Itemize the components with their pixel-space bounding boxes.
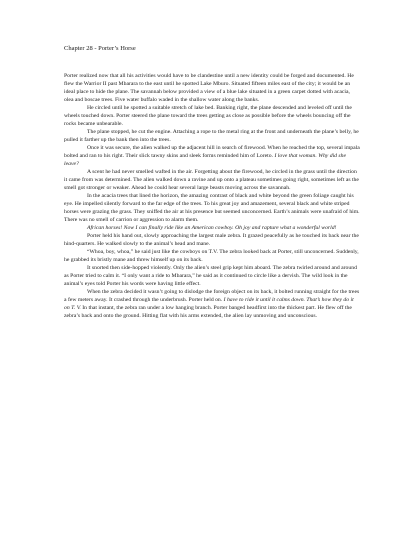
paragraph <box>64 232 360 248</box>
paragraph <box>64 104 360 128</box>
paragraph-text: Porter realized now that all his activities would have to be clandestine until a new identity could be forged and documented. He flew the Warrior II past Mbarara to the east until he spotted Lake Mburo. Situated fifteen miles east of the city; it would be an ideal place to hide the plane. The savannah below provided a view of a blue lake situated in a green carpet dotted with acacia, olea and boscae trees. Five water buffalo waded in the shallow water along the banks. <box>64 73 354 103</box>
paragraph <box>64 144 360 168</box>
paragraph-text: When the zebra decided it wasn’t going to dislodge the foreign object on its back, it bolted running straight for the trees a few meters away. It crashed through the underbrush. Porter held on. <box>64 289 360 303</box>
paragraph-text: “Whoa, boy, whoa,” he said just like the cowboys on T.V. The zebra looked back at Porter, still unconcerned. Suddenly, he grabbed its bristly mane and threw himself up on its back. <box>64 249 359 263</box>
chapter-heading: Chapter 28 - Porter’s Horse <box>64 45 136 52</box>
paragraph-text: The plane stopped, he cut the engine. Attaching a rope to the metal ring at the front and underneath the plane’s belly, he pulled it farther up the bank then into the trees. <box>64 129 359 143</box>
paragraph-text: A scent he had never smelled wafted in the air. Forgetting about the firewood, he circled in the grass until the direction it came from was determined. The alien walked down a ravine and up onto a plateau sometimes going right, sometimes left as the smell got stronger or weaker. Ahead he could hear several large beasts moving across the savannah. <box>64 169 359 191</box>
paragraph-text: It snorted then side-hopped violently. Only the alien’s steel grip kept him aboard. The zebra twirled around and around as Porter tried to calm it. “I only want a ride to Mbarara,” he said as it continued to circle like a dervish. The wild look in the animal’s eyes told Porter his words were having little effect. <box>64 265 357 287</box>
paragraph <box>64 72 360 104</box>
paragraph-text: Porter held his hand out, slowly approaching the largest male zebra. It grazed peacefully as he touched its back near the hind-quarters. He walked slowly to the animal’s head and mane. <box>64 233 359 247</box>
italic-thought-text: I love that woman. Why did she leave? <box>64 153 347 167</box>
italic-thought-text: I have to ride it until it calms down. That’s how they do it on T. V. <box>64 297 354 311</box>
paragraph <box>64 192 360 224</box>
paragraph <box>64 224 360 232</box>
paragraph-text: Once it was secure, the alien walked up the adjacent hill in search of firewood. When he reached the top, several impala bolted and ran to his right. Their slick tawny skins and sleek forms reminded him of Loreto. <box>64 145 360 159</box>
italic-thought-text: African horses! Now I can finally ride like an American cowboy. Oh joy and rapture what a wonderful world! <box>87 225 337 231</box>
paragraph <box>64 248 360 264</box>
paragraph-text: He circled until he spotted a suitable stretch of lake bed. Banking right, the plane descended and leveled off until the wheels touched down. Porter steered the plane toward the trees getting as close as possible before the wheels bouncing off the rocks became unbearable. <box>64 105 352 127</box>
paragraph <box>64 168 360 192</box>
paragraph-text: In the acacia trees that lined the horizon, the amazing contrast of black and white beyond the green foliage caught his eye. He impelled silently forward to the far edge of the trees. To his great joy and amazement, several black and white striped horses were grazing the grass. They sniffed the air at his presence but seemed unconcerned. Earth’s animals were unafraid of him. There was no smell of carrion or aggression to alarm them. <box>64 193 360 223</box>
chapter-body <box>64 72 360 320</box>
paragraph <box>64 288 360 320</box>
paragraph <box>64 128 360 144</box>
paragraph-text: In that instant, the zebra ran under a low hanging branch. Porter banged headfirst into the thickest part. He flew off the zebra’s back and onto the ground. Hitting flat with his arms extended, the alien lay unmoving and unconscious. <box>64 305 352 319</box>
paragraph <box>64 264 360 288</box>
